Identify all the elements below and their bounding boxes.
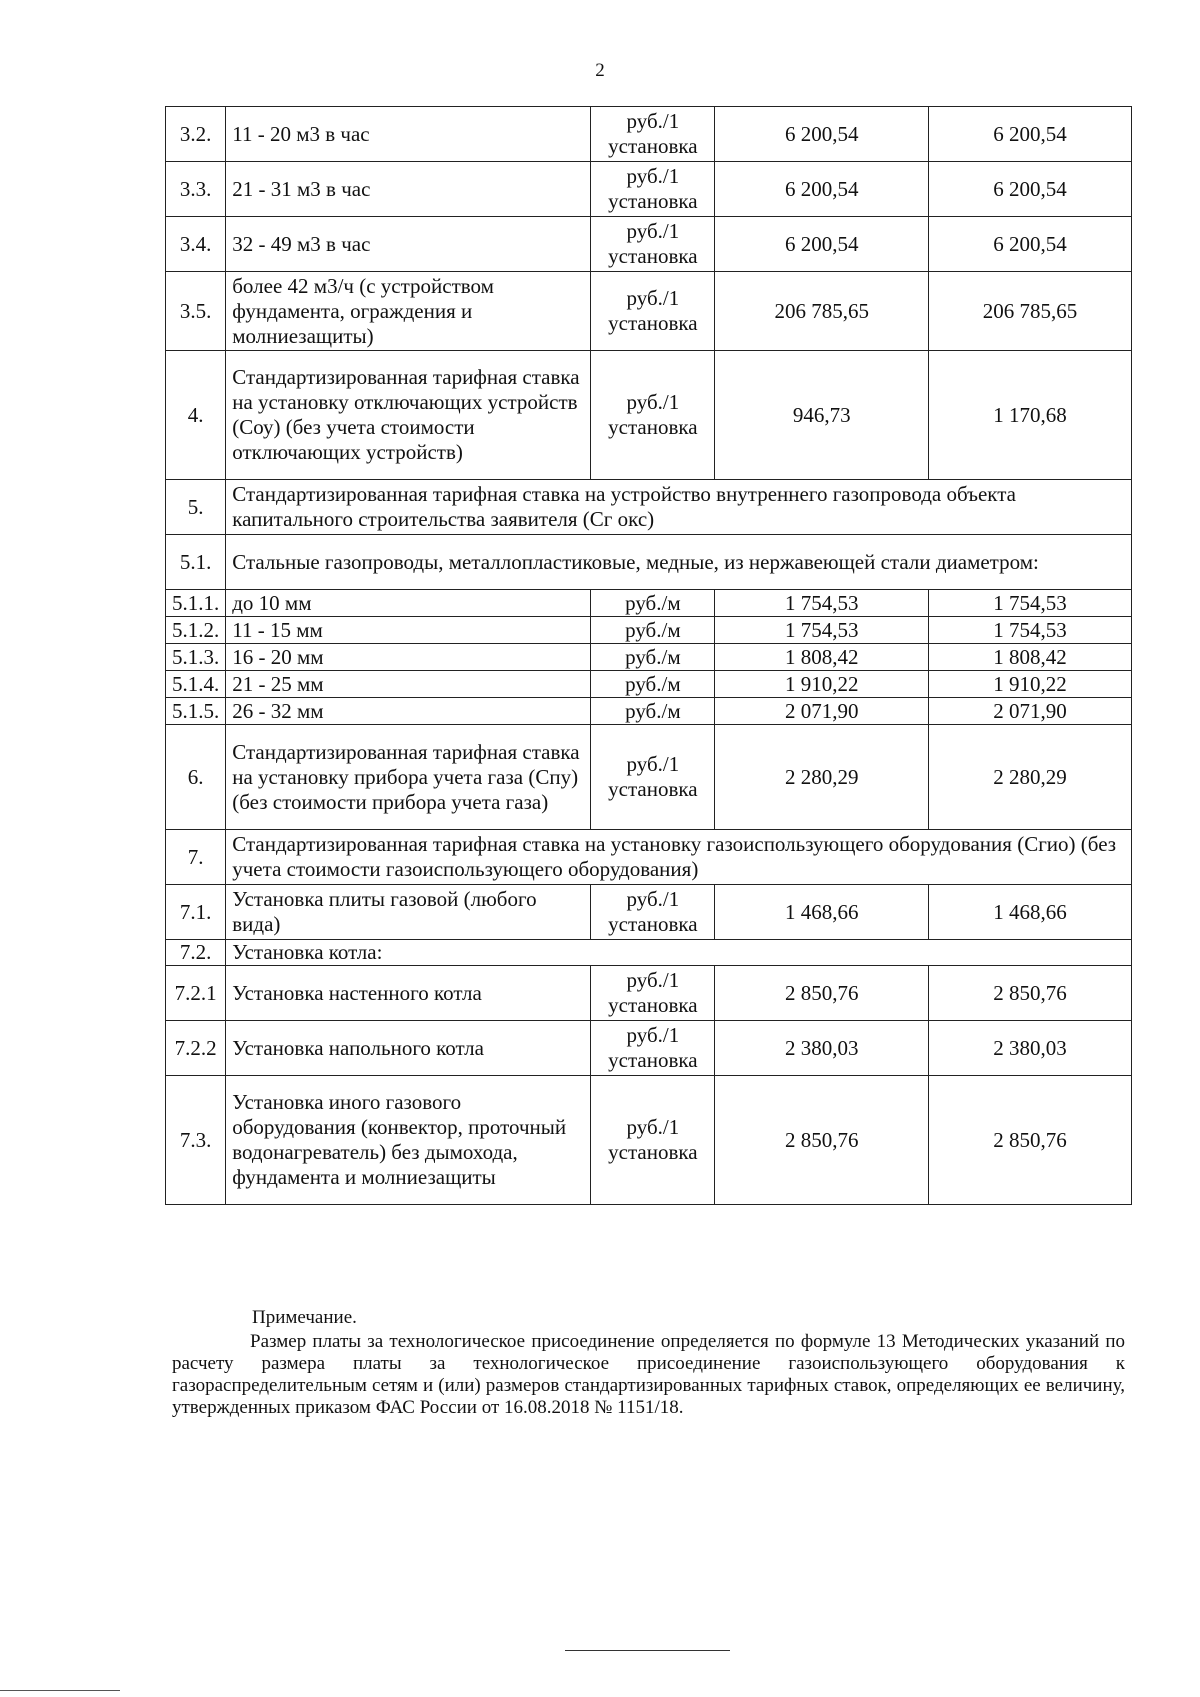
- row-value-1: 1 910,22: [715, 671, 929, 698]
- row-name: 21 - 31 м3 в час: [226, 162, 591, 217]
- row-value-1: 1 754,53: [715, 617, 929, 644]
- row-number: 4.: [166, 351, 226, 480]
- table-row: [166, 1076, 1132, 1205]
- row-name: 32 - 49 м3 в час: [226, 217, 591, 272]
- row-name: 11 - 15 мм: [226, 617, 591, 644]
- section-title: Стальные газопроводы, металлопластиковые, медные, из нержавеющей стали диаметром:: [226, 535, 1132, 590]
- note-block: [172, 1307, 1125, 1419]
- table-row: [166, 617, 1132, 644]
- row-number: 5.1.4.: [166, 671, 226, 698]
- row-number: 5.1.2.: [166, 617, 226, 644]
- row-value-2: 6 200,54: [929, 162, 1132, 217]
- row-number: 6.: [166, 725, 226, 830]
- row-value-1: 6 200,54: [715, 217, 929, 272]
- row-number: 7.2.: [166, 940, 226, 966]
- section-title: Стандартизированная тарифная ставка на установку газоиспользующего оборудования (Сгио) (без учета стоимости газоиспользующего оборудования): [226, 830, 1132, 885]
- row-number: 7.: [166, 830, 226, 885]
- row-unit: руб./1 установка: [591, 1076, 715, 1205]
- row-unit: руб./м: [591, 671, 715, 698]
- row-unit: руб./1 установка: [591, 162, 715, 217]
- corner-rule: [0, 1690, 120, 1691]
- table-row: [166, 885, 1132, 940]
- row-name: 11 - 20 м3 в час: [226, 107, 591, 162]
- row-value-2: 6 200,54: [929, 107, 1132, 162]
- table-row: [166, 162, 1132, 217]
- table-row: [166, 671, 1132, 698]
- closing-rule: [565, 1650, 730, 1651]
- row-name: Стандартизированная тарифная ставка на установку прибора учета газа (Спу) (без стоимости прибора учета газа): [226, 725, 591, 830]
- row-number: 5.1.1.: [166, 590, 226, 617]
- table-row: [166, 966, 1132, 1021]
- table-row: [166, 698, 1132, 725]
- row-value-2: 1 468,66: [929, 885, 1132, 940]
- row-unit: руб./1 установка: [591, 725, 715, 830]
- row-number: 5.1.3.: [166, 644, 226, 671]
- row-number: 5.1.: [166, 535, 226, 590]
- row-value-2: 2 380,03: [929, 1021, 1132, 1076]
- table-row: [166, 107, 1132, 162]
- section-title: Стандартизированная тарифная ставка на устройство внутреннего газопровода объекта капитального строительства заявителя (Сг окс): [226, 480, 1132, 535]
- note-text: Размер платы за технологическое присоединение определяется по формуле 13 Методических указаний по расчету размера платы за технологическое присоединение газоиспользующего оборудования к газораспределительным сетям и (или) размеров стандартизированных тарифных ставок, определяющих ее величину, утвержденных приказом ФАС России от 16.08.2018 № 1151/18.: [172, 1331, 1125, 1418]
- row-unit: руб./1 установка: [591, 1021, 715, 1076]
- row-value-1: 206 785,65: [715, 272, 929, 351]
- tariff-table: [165, 106, 1132, 1205]
- row-value-2: 1 910,22: [929, 671, 1132, 698]
- row-unit: руб./м: [591, 698, 715, 725]
- row-value-2: 206 785,65: [929, 272, 1132, 351]
- row-unit: руб./м: [591, 644, 715, 671]
- table-row: [166, 217, 1132, 272]
- row-unit: руб./1 установка: [591, 217, 715, 272]
- row-value-1: 2 280,29: [715, 725, 929, 830]
- table-row: [166, 725, 1132, 830]
- row-value-1: 1 808,42: [715, 644, 929, 671]
- row-number: 3.2.: [166, 107, 226, 162]
- row-value-2: 2 280,29: [929, 725, 1132, 830]
- row-value-2: 2 850,76: [929, 1076, 1132, 1205]
- section-title: Установка котла:: [226, 940, 1132, 966]
- section-row: [166, 830, 1132, 885]
- row-value-2: 2 850,76: [929, 966, 1132, 1021]
- row-value-1: 6 200,54: [715, 107, 929, 162]
- row-unit: руб./1 установка: [591, 272, 715, 351]
- row-value-1: 1 754,53: [715, 590, 929, 617]
- table-row: [166, 590, 1132, 617]
- row-value-1: 2 380,03: [715, 1021, 929, 1076]
- table-row: [166, 351, 1132, 480]
- row-value-1: 2 071,90: [715, 698, 929, 725]
- row-unit: руб./м: [591, 617, 715, 644]
- row-number: 7.2.1: [166, 966, 226, 1021]
- row-name: Установка плиты газовой (любого вида): [226, 885, 591, 940]
- row-number: 7.3.: [166, 1076, 226, 1205]
- row-value-1: 2 850,76: [715, 1076, 929, 1205]
- row-value-1: 6 200,54: [715, 162, 929, 217]
- row-value-2: 1 808,42: [929, 644, 1132, 671]
- row-name: 26 - 32 мм: [226, 698, 591, 725]
- row-value-1: 946,73: [715, 351, 929, 480]
- row-name: Установка напольного котла: [226, 1021, 591, 1076]
- row-number: 3.4.: [166, 217, 226, 272]
- row-name: более 42 м3/ч (с устройством фундамента, ограждения и молниезащиты): [226, 272, 591, 351]
- row-name: 16 - 20 мм: [226, 644, 591, 671]
- row-unit: руб./1 установка: [591, 966, 715, 1021]
- row-unit: руб./м: [591, 590, 715, 617]
- row-name: Установка иного газового оборудования (конвектор, проточный водонагреватель) без дымохода, фундамента и молниезащиты: [226, 1076, 591, 1205]
- table-row: [166, 644, 1132, 671]
- row-unit: руб./1 установка: [591, 107, 715, 162]
- row-name: до 10 мм: [226, 590, 591, 617]
- row-number: 5.: [166, 480, 226, 535]
- row-unit: руб./1 установка: [591, 885, 715, 940]
- table-row: [166, 1021, 1132, 1076]
- row-number: 3.3.: [166, 162, 226, 217]
- row-number: 3.5.: [166, 272, 226, 351]
- row-number: 7.2.2: [166, 1021, 226, 1076]
- row-name: Стандартизированная тарифная ставка на установку отключающих устройств (Соу) (без учета стоимости отключающих устройств): [226, 351, 591, 480]
- section-row: [166, 940, 1132, 966]
- section-row: [166, 535, 1132, 590]
- row-name: 21 - 25 мм: [226, 671, 591, 698]
- row-unit: руб./1 установка: [591, 351, 715, 480]
- row-name: Установка настенного котла: [226, 966, 591, 1021]
- row-value-2: 1 170,68: [929, 351, 1132, 480]
- row-number: 5.1.5.: [166, 698, 226, 725]
- row-value-2: 6 200,54: [929, 217, 1132, 272]
- row-value-2: 1 754,53: [929, 617, 1132, 644]
- table-row: [166, 272, 1132, 351]
- section-row: [166, 480, 1132, 535]
- note-title: Примечание.: [252, 1307, 357, 1328]
- row-value-1: 1 468,66: [715, 885, 929, 940]
- page-number: 2: [595, 60, 605, 81]
- row-value-2: 2 071,90: [929, 698, 1132, 725]
- row-number: 7.1.: [166, 885, 226, 940]
- row-value-2: 1 754,53: [929, 590, 1132, 617]
- row-value-1: 2 850,76: [715, 966, 929, 1021]
